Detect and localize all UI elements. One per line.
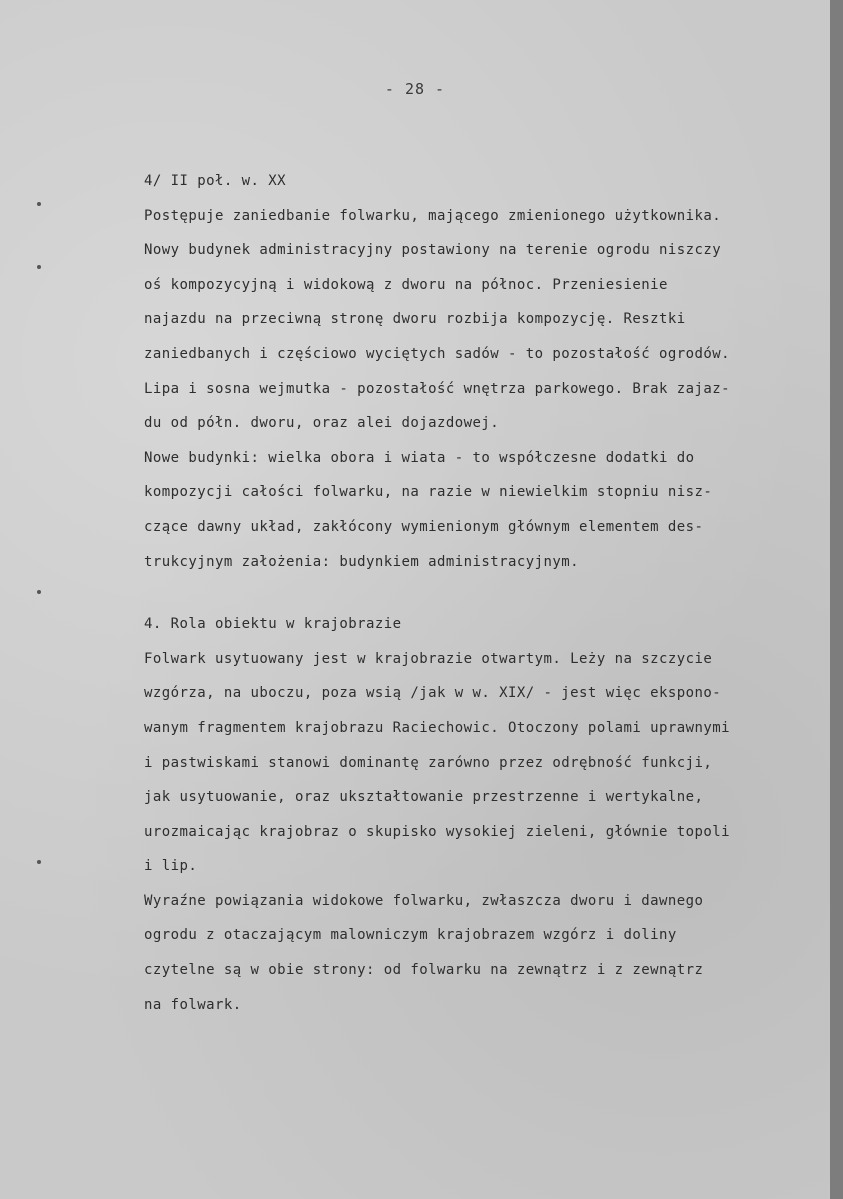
text-line: Folwark usytuowany jest w krajobrazie otwartym. Leży na szczycie bbox=[144, 650, 713, 667]
text-line: czące dawny układ, zakłócony wymienionym głównym elementem des- bbox=[144, 518, 704, 535]
text-line: jak usytuowanie, oraz ukształtowanie przestrzenne i wertykalne, bbox=[144, 789, 704, 806]
section-heading: 4/ II poł. w. XX bbox=[144, 173, 287, 189]
text-line: i lip. bbox=[144, 858, 198, 875]
text-line: oś kompozycyjną i widokową z dworu na północ. Przeniesienie bbox=[144, 276, 668, 293]
text-line: ogrodu z otaczającym malowniczym krajobrazem wzgórz i doliny bbox=[144, 927, 677, 944]
punch-mark bbox=[37, 265, 41, 269]
text-line: urozmaicając krajobraz o skupisko wysokiej zieleni, głównie topoli bbox=[144, 823, 730, 840]
text-line: czytelne są w obie strony: od folwarku na zewnątrz i z zewnątrz bbox=[144, 962, 704, 979]
punch-mark bbox=[37, 860, 41, 864]
punch-mark bbox=[37, 590, 41, 594]
text-line: i pastwiskami stanowi dominantę zarówno przez odrębność funkcji, bbox=[144, 754, 713, 771]
text-line: najazdu na przeciwną stronę dworu rozbija kompozycję. Resztki bbox=[144, 311, 686, 328]
punch-mark bbox=[37, 202, 41, 206]
text-line: trukcyjnym założenia: budynkiem administracyjnym. bbox=[144, 553, 580, 570]
section-gap bbox=[144, 579, 824, 607]
text-line: wanym fragmentem krajobrazu Raciechowic. Otoczony polami uprawnymi bbox=[144, 719, 730, 736]
text-line: Lipa i sosna wejmutka - pozostałość wnętrza parkowego. Brak zajaz- bbox=[144, 380, 730, 397]
text-line: du od półn. dworu, oraz alei dojazdowej. bbox=[144, 415, 500, 432]
text-line: wzgórza, na uboczu, poza wsią /jak w w. XIX/ - jest więc ekspono- bbox=[144, 685, 722, 702]
text-line: Wyraźne powiązania widokowe folwarku, zwłaszcza dworu i dawnego bbox=[144, 892, 704, 909]
section-heading: 4. Rola obiektu w krajobrazie bbox=[144, 616, 402, 633]
text-line: Postępuje zaniedbanie folwarku, mającego zmienionego użytkownika. bbox=[144, 207, 722, 224]
text-line: na folwark. bbox=[144, 996, 242, 1013]
page-number: - 28 - bbox=[384, 80, 446, 98]
text-line: kompozycji całości folwarku, na razie w niewielkim stopniu nisz- bbox=[144, 484, 713, 501]
scan-edge bbox=[830, 0, 843, 1199]
text-line: zaniedbanych i częściowo wyciętych sadów - to pozostałość ogrodów. bbox=[144, 345, 730, 362]
text-line: Nowy budynek administracyjny postawiony na terenie ogrodu niszczy bbox=[144, 242, 722, 259]
document-body bbox=[144, 164, 824, 1022]
text-line: Nowe budynki: wielka obora i wiata - to współczesne dodatki do bbox=[144, 449, 695, 466]
